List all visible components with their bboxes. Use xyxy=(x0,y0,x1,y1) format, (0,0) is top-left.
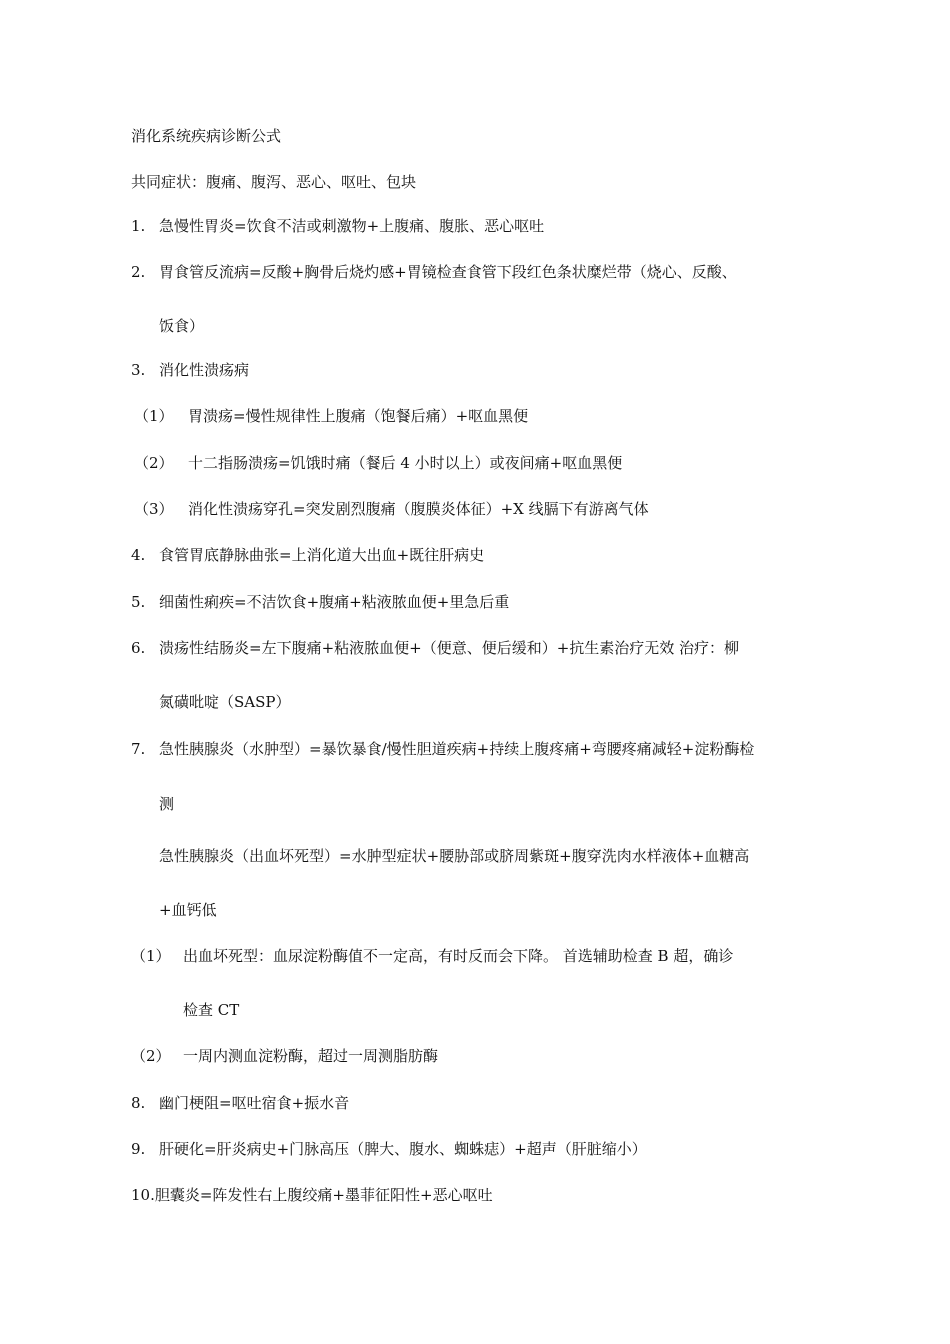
item-continuation: 氮磺吡啶（SASP） xyxy=(159,693,291,711)
item-number: （1） xyxy=(131,947,171,965)
item-continuation: 饭食） xyxy=(159,317,205,335)
list-item xyxy=(131,360,249,380)
item-continuation: 测 xyxy=(159,795,175,813)
item-text: 急性胰腺炎（出血坏死型）=水肿型症状+腰胁部或脐周紫斑+腹穿洗肉水样液体+血糖高 xyxy=(159,847,750,865)
sub-item xyxy=(134,406,528,426)
doc-title: 消化系统疾病诊断公式 xyxy=(131,127,282,145)
item-number: 5. xyxy=(131,593,146,611)
item-text: 胃溃疡=慢性规律性上腹痛（饱餐后痛）+呕血黑便 xyxy=(188,407,529,425)
item-number: 10. xyxy=(131,1186,155,1204)
list-item xyxy=(131,1139,647,1159)
item-text: 消化性溃疡病 xyxy=(159,361,250,379)
item-text: 出血坏死型：血尿淀粉酶值不一定高，有时反而会下降。 首选辅助检查 B 超，确诊 xyxy=(183,947,734,965)
item-continuation: 检查 CT xyxy=(183,1001,240,1019)
item-text: 胆囊炎=阵发性右上腹绞痛+墨菲征阳性+恶心呕吐 xyxy=(154,1186,493,1204)
list-item xyxy=(131,262,737,282)
item-continuation: +血钙低 xyxy=(159,901,217,919)
item-number: 8. xyxy=(131,1094,146,1112)
item-text: 食管胃底静脉曲张=上消化道大出血+既往肝病史 xyxy=(159,546,485,564)
sub-item xyxy=(131,946,733,966)
item-number: 9. xyxy=(131,1140,146,1158)
item-text: 细菌性痢疾=不洁饮食+腹痛+粘液脓血便+里急后重 xyxy=(159,593,510,611)
sub-item xyxy=(134,453,622,473)
item-number: 2. xyxy=(131,263,146,281)
item-number: （3） xyxy=(134,500,174,518)
item-number: 4. xyxy=(131,546,146,564)
list-item xyxy=(131,1093,349,1113)
item-number: （2） xyxy=(131,1047,171,1065)
list-item xyxy=(131,216,544,236)
item-text: 一周内测血淀粉酶，超过一周测脂肪酶 xyxy=(183,1047,439,1065)
item-text: 肝硬化=肝炎病史+门脉高压（脾大、腹水、蜘蛛痣）+超声（肝脏缩小） xyxy=(159,1140,647,1158)
item-text: 溃疡性结肠炎=左下腹痛+粘液脓血便+（便意、便后缓和）+抗生素治疗无效 治疗：柳 xyxy=(159,639,740,657)
list-item xyxy=(131,1185,493,1205)
list-item xyxy=(131,545,484,565)
item-number: （2） xyxy=(134,454,174,472)
item-number: 7. xyxy=(131,740,146,758)
item-text: 消化性溃疡穿孔=突发剧烈腹痛（腹膜炎体征）+X 线膈下有游离气体 xyxy=(188,500,649,518)
item-text: 急慢性胃炎=饮食不洁或刺激物+上腹痛、腹胀、恶心呕吐 xyxy=(159,217,545,235)
item-number: （1） xyxy=(134,407,174,425)
sub-item xyxy=(134,499,649,519)
item-number: 3. xyxy=(131,361,146,379)
item-text: 十二指肠溃疡=饥饿时痛（餐后 4 小时以上）或夜间痛+呕血黑便 xyxy=(188,454,623,472)
list-item xyxy=(131,638,739,658)
item-text: 幽门梗阻=呕吐宿食+振水音 xyxy=(159,1094,350,1112)
list-item xyxy=(131,739,754,759)
item-number: 6. xyxy=(131,639,146,657)
item-text: 胃食管反流病=反酸+胸骨后烧灼感+胃镜检查食管下段红色条状糜烂带（烧心、反酸、 xyxy=(159,263,737,281)
item-number: 1. xyxy=(131,217,146,235)
item-text: 急性胰腺炎（水肿型）=暴饮暴食/慢性胆道疾病+持续上腹疼痛+弯腰疼痛减轻+淀粉酶检 xyxy=(159,740,755,758)
list-item xyxy=(131,592,509,612)
sub-item xyxy=(131,1046,438,1066)
common-symptoms: 共同症状：腹痛、腹泻、恶心、呕吐、包块 xyxy=(131,173,417,191)
